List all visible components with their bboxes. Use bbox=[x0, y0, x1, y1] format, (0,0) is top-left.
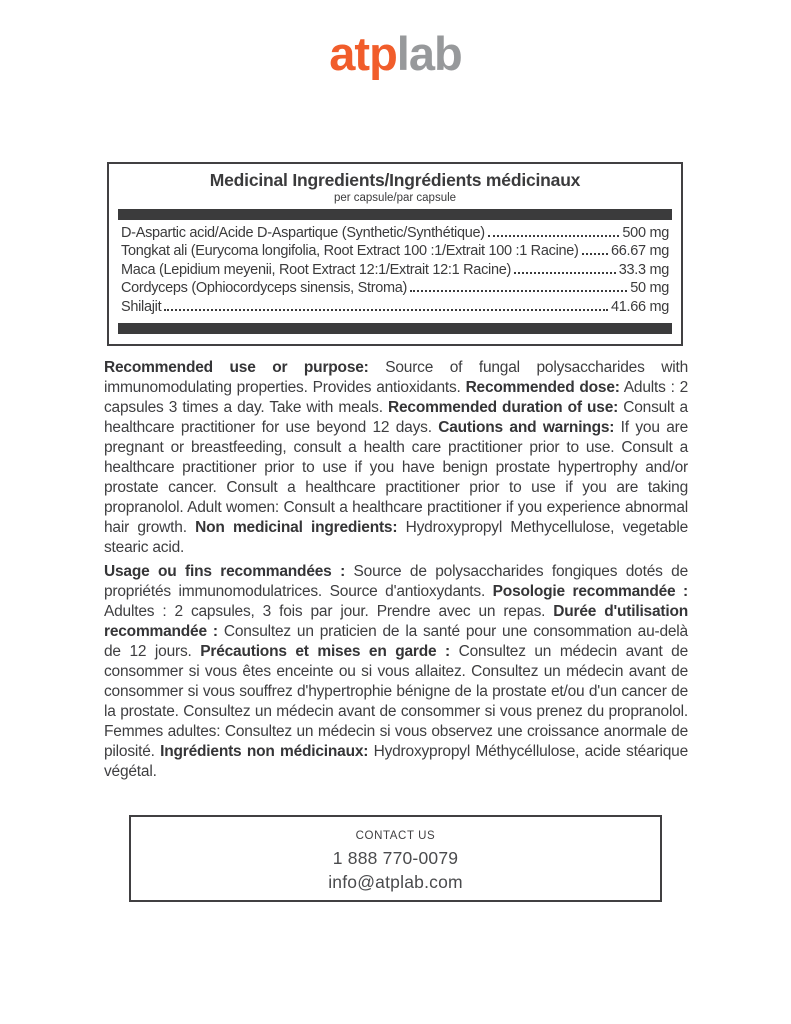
contact-phone: 1 888 770-0079 bbox=[332, 848, 459, 868]
ingredient-row bbox=[121, 242, 669, 260]
atplab-logo bbox=[0, 27, 791, 80]
dot-leader bbox=[488, 235, 620, 237]
ingredient-row bbox=[121, 279, 669, 297]
ingredient-amount: 66.67 mg bbox=[610, 243, 669, 260]
logo-part-atp: atp bbox=[329, 27, 397, 80]
ingredient-name: Tongkat ali (Eurycoma longifolia, Root Extract 100 :1/Extrait 100 :1 Racine) bbox=[121, 243, 579, 260]
ingredient-row bbox=[121, 224, 669, 242]
french-usage-paragraph: Usage ou fins recommandées : Source de polysaccharides fongiques dotés de propriétés immunomodulatrices. Source d'antioxydants. Posologie recommandée : Adultes : 2 capsules, 3 fois par jour. Prendre avec un repas. Durée d'utilisation recommandée : Consultez un praticien de la santé pour une consommation au-delà de 12 jours. Précautions et mises en garde : Consultez un médecin avant de consommer si vous êtes enceinte ou si vous allaitez. Consultez un médecin avant de consommer si vous souffrez d'hypertrophie bénigne de la prostate et/ou d'un cancer de la prostate. Consultez un médecin avant de consommer si vous prenez du propranolol. Femmes adultes: Consultez un médecin si vous observez une croissance anormale de pilosité. Ingrédients non médicinaux: Hydroxypropyl Méthycéllulose, acide stéarique végétal. bbox=[104, 563, 689, 780]
dot-leader bbox=[582, 253, 608, 255]
divider-bar-bottom bbox=[118, 323, 672, 334]
contact-heading: CONTACT US bbox=[355, 830, 436, 842]
dot-leader bbox=[410, 290, 627, 292]
english-usage-paragraph: Recommended use or purpose: Source of fungal polysaccharides with immunomodulating properties. Provides antioxidants. Recommended dose: Adults : 2 capsules 3 times a day. Take with meals. Recommended duration of use: Consult a healthcare practitioner for use beyond 12 days. Cautions and warnings: If you are pregnant or breastfeeding, consult a health care practitioner prior to use. Consult a healthcare practitioner prior to use if you have benign prostate hypertrophy and/or prostate cancer. Consult a healthcare practitioner prior to use if you are taking propranolol. Adult women: Consult a healthcare practitioner if you experience abnormal hair growth. Non medicinal ingredients: Hydroxypropyl Methycellulose, vegetable stearic acid. bbox=[104, 359, 689, 556]
divider-bar-top bbox=[118, 209, 672, 220]
ingredient-name: Maca (Lepidium meyenii, Root Extract 12:1/Extrait 12:1 Racine) bbox=[121, 261, 511, 278]
ingredient-list bbox=[109, 220, 681, 318]
panel-subtitle: per capsule/par capsule bbox=[333, 192, 457, 204]
logo-part-lab: lab bbox=[396, 27, 462, 80]
ingredient-name: Shilajit bbox=[121, 298, 162, 315]
ingredient-amount: 50 mg bbox=[630, 280, 669, 297]
dot-leader bbox=[514, 272, 616, 274]
dot-leader bbox=[164, 309, 608, 311]
ingredient-amount: 500 mg bbox=[622, 225, 669, 241]
contact-box bbox=[129, 815, 662, 902]
ingredient-amount: 33.3 mg bbox=[618, 261, 669, 278]
panel-title: Medicinal Ingredients/Ingrédients médicinaux bbox=[209, 170, 581, 190]
ingredient-row bbox=[121, 298, 669, 316]
contact-email: info@atplab.com bbox=[328, 872, 463, 892]
ingredient-row bbox=[121, 261, 669, 279]
ingredient-name: D-Aspartic acid/Acide D-Aspartique (Synthetic/Synthétique) bbox=[121, 225, 485, 241]
medicinal-ingredients-panel bbox=[107, 162, 683, 346]
ingredient-amount: 41.66 mg bbox=[610, 298, 669, 315]
ingredient-name: Cordyceps (Ophiocordyceps sinensis, Stroma) bbox=[121, 280, 408, 297]
